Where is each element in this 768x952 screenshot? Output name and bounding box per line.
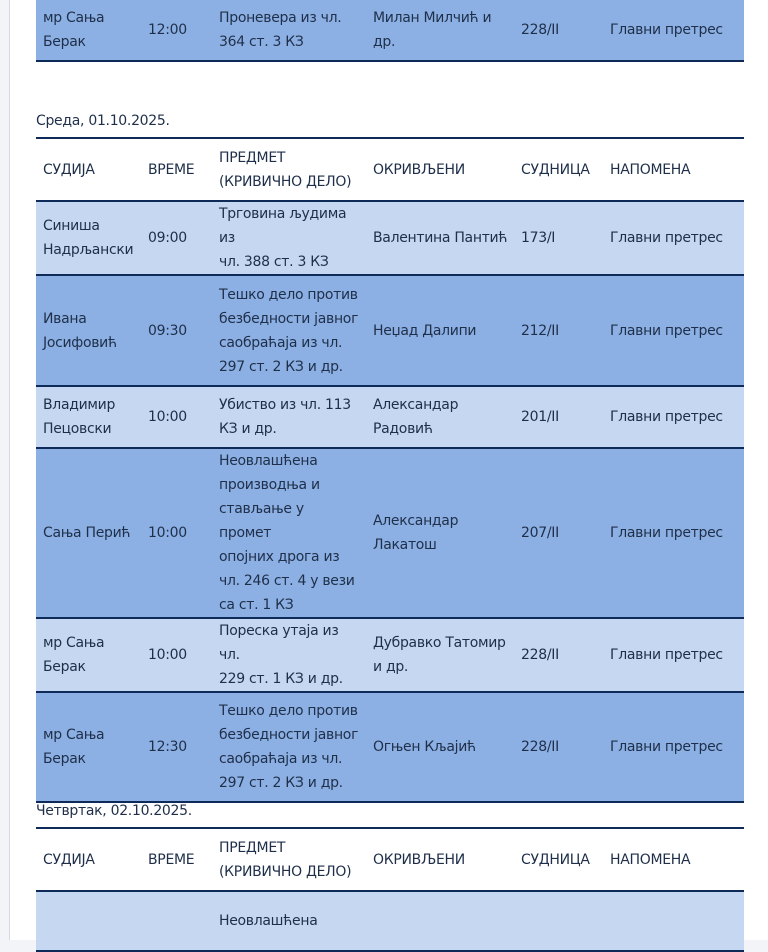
cell-judge: Синиша Надрљански [43,218,134,258]
cell-time: 10:00 [148,409,187,425]
schedule-table-thursday [36,827,744,952]
cell-time: 12:30 [148,739,187,755]
table-row [36,448,744,618]
cell-defendant: Неџад Далипи [373,322,477,339]
cell-courtroom: 228/II [521,739,559,755]
cell-courtroom [514,891,603,951]
header-defendant: ОКРИВЉЕНИ [373,851,465,868]
cell-courtroom: 173/I [521,230,556,246]
header-judge: СУДИЈА [43,161,95,178]
cell-courtroom: 207/II [521,525,559,541]
cell-subject: Убиство из чл. 113 КЗ и др. [219,397,351,437]
cell-time [141,891,212,951]
cell-judge: Ивана Јосифовић [43,310,117,351]
cell-courtroom: 228/II [521,647,559,663]
table-row [36,891,744,951]
day-title-wednesday: Среда, 01.10.2025. [36,113,170,129]
schedule-table-wednesday [36,137,744,803]
cell-note: Главни претрес [610,322,723,339]
cell-judge: мр Сања Берак [43,635,105,675]
cell-judge: мр Сања Берак [43,727,105,767]
header-judge: СУДИЈА [43,851,95,868]
cell-defendant: Александар Лакатош [373,513,459,553]
header-defendant: ОКРИВЉЕНИ [373,161,465,178]
cell-courtroom: 228/II [521,22,559,38]
cell-note: Главни претрес [610,22,723,38]
cell-note [603,891,744,951]
cell-defendant: Дубравко Татомир и др. [373,635,506,675]
header-time: ВРЕМЕ [148,851,195,868]
schedule-table-prev [36,0,744,62]
table-row [36,275,744,386]
cell-judge: Владимир Пецовски [43,397,116,437]
table-row [36,692,744,802]
cell-note: Главни претрес [610,230,723,246]
table-row [36,201,744,275]
cell-defendant: Огњен Кљајић [373,739,476,755]
header-subject: ПРЕДМЕТ (КРИВИЧНО ДЕЛО) [219,149,352,190]
table-row [36,618,744,692]
cell-subject: Проневера из чл. 364 ст. 3 КЗ [219,10,342,50]
cell-subject: Тешко дело против безбедности јавног саобраћаја из чл. 297 ст. 2 КЗ и др. [219,703,359,791]
cell-time: 12:00 [148,22,187,38]
cell-subject: Тешко дело против безбедности јавног саобраћаја из чл. 297 ст. 2 КЗ и др. [219,286,359,375]
cell-time: 10:00 [148,525,187,541]
cell-judge [36,891,141,951]
cell-time: 10:00 [148,647,187,663]
cell-judge: мр Сања Берак [43,10,105,50]
header-courtroom: СУДНИЦА [521,851,590,868]
header-time: ВРЕМЕ [148,161,195,178]
header-subject: ПРЕДМЕТ (КРИВИЧНО ДЕЛО) [219,839,352,880]
cell-subject: Неовлашћена производња и стављање у промет опојних дрога из чл. 246 ст. 4 у вези са ст. 1 КЗ [219,453,355,613]
cell-time: 09:30 [148,322,187,339]
page-panel [9,0,768,940]
cell-subject: Неовлашћена [219,913,318,929]
cell-note: Главни претрес [610,525,723,541]
table-header-row [36,138,744,201]
cell-defendant: Валентина Пантић [373,230,508,246]
cell-courtroom: 201/II [521,409,559,425]
day-title-thursday: Четвртак, 02.10.2025. [36,803,192,819]
cell-note: Главни претрес [610,409,723,425]
cell-subject: Трговина људима из чл. 388 ст. 3 КЗ [219,206,347,270]
header-note: НАПОМЕНА [610,161,691,178]
table-row [36,386,744,448]
table-row [36,0,744,61]
cell-note: Главни претрес [610,647,723,663]
table-header-row [36,828,744,891]
cell-note: Главни претрес [610,739,723,755]
header-note: НАПОМЕНА [610,851,691,868]
cell-defendant: Александар Радовић [373,397,459,437]
cell-judge: Сања Перић [43,525,131,541]
header-courtroom: СУДНИЦА [521,161,590,178]
cell-subject: Пореска утаја из чл. 229 ст. 1 КЗ и др. [219,623,343,687]
cell-courtroom: 212/II [521,322,559,339]
cell-defendant: Милан Милчић и др. [373,10,492,50]
cell-time: 09:00 [148,230,187,246]
cell-defendant [366,891,514,951]
